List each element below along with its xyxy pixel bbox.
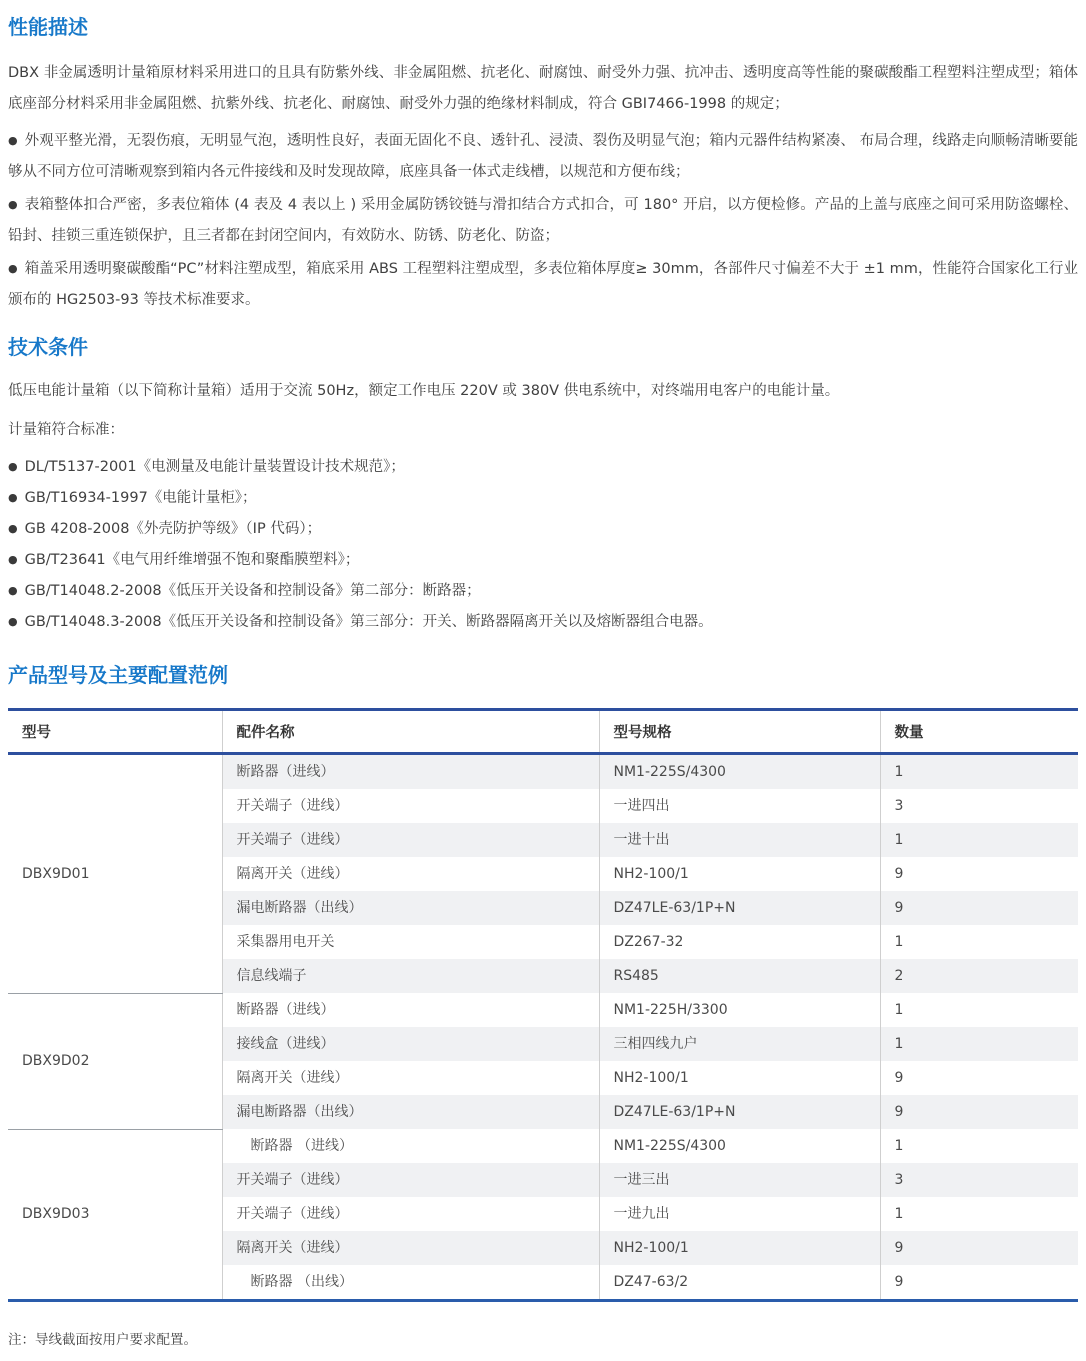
section-title-performance: 性能描述 — [8, 15, 88, 39]
cell-accessory-name: 开关端子（进线） — [222, 1197, 599, 1231]
cell-spec: DZ47LE-63/1P+N — [599, 891, 880, 925]
bullet-icon: ● — [8, 491, 18, 504]
cell-accessory-name: 断路器（进线） — [222, 754, 599, 790]
cell-spec: 一进四出 — [599, 789, 880, 823]
cell-qty: 3 — [880, 789, 1078, 823]
standard-item — [8, 514, 1078, 545]
table-header-qty: 数量 — [880, 710, 1078, 754]
performance-intro: DBX 非金属透明计量箱原材料采用进口的且具有防紫外线、非金属阻燃、抗老化、耐腐蚀、耐受外力强、抗冲击、透明度高等性能的聚碳酸酯工程塑料注塑成型；箱体底座部分材料采用非金属阻燃、抗紫外线、抗老化、耐腐蚀、耐受外力强的绝缘材料制成，符合 GBI7466-1998 的规定； — [8, 65, 1078, 112]
cell-spec: RS485 — [599, 959, 880, 993]
standards-list — [8, 452, 1078, 638]
model-cell: DBX9D01 — [8, 754, 222, 994]
technical-intro: 低压电能计量箱（以下简称计量箱）适用于交流 50Hz，额定工作电压 220V 或 380V 供电系统中，对终端用电客户的电能计量。 — [8, 383, 840, 399]
model-cell: DBX9D02 — [8, 993, 222, 1129]
cell-spec: NH2-100/1 — [599, 857, 880, 891]
bullet-icon: ● — [8, 584, 18, 597]
cell-spec: NM1-225H/3300 — [599, 993, 880, 1027]
performance-bullet-text: 表箱整体扣合严密，多表位箱体 (4 表及 4 表以上 ) 采用金属防锈铰链与滑扣结合方式扣合，可 180° 开启，以方便检修。产品的上盖与底座之间可采用防盗螺栓、铅封、挂锁三重连锁保护，且三者都在封闭空间内，有效防水、防锈、防老化、防盗； — [8, 197, 1078, 244]
table-header-spec: 型号规格 — [599, 710, 880, 754]
standard-text: GB/T23641《电气用纤维增强不饱和聚酯膜塑料》； — [24, 552, 360, 568]
performance-bullet — [8, 254, 1078, 316]
cell-qty: 9 — [880, 1061, 1078, 1095]
cell-accessory-name: 漏电断路器（出线） — [222, 891, 599, 925]
bullet-icon: ● — [8, 460, 18, 473]
table-header-row — [8, 710, 1078, 754]
cell-qty: 9 — [880, 1231, 1078, 1265]
section-title-products: 产品型号及主要配置范例 — [8, 663, 228, 687]
table-header-model: 型号 — [8, 710, 222, 754]
cell-qty: 2 — [880, 959, 1078, 993]
performance-bullet-list — [8, 126, 1078, 316]
standard-item — [8, 452, 1078, 483]
standard-text: GB/T14048.2-2008《低压开关设备和控制设备》第二部分：断路器； — [24, 583, 481, 599]
standard-item — [8, 545, 1078, 576]
config-table — [8, 708, 1078, 1302]
cell-spec: DZ267-32 — [599, 925, 880, 959]
cell-accessory-name: 开关端子（进线） — [222, 823, 599, 857]
cell-qty: 1 — [880, 1197, 1078, 1231]
cell-qty: 1 — [880, 925, 1078, 959]
bullet-icon: ● — [8, 134, 18, 147]
table-row — [8, 754, 1078, 790]
standard-item — [8, 483, 1078, 514]
section-title-technical: 技术条件 — [8, 335, 88, 359]
table-row — [8, 1129, 1078, 1163]
cell-spec: NH2-100/1 — [599, 1061, 880, 1095]
performance-bullet — [8, 126, 1078, 188]
standard-text: GB 4208-2008《外壳防护等级》（IP 代码）； — [24, 521, 322, 537]
standard-text: GB/T14048.3-2008《低压开关设备和控制设备》第三部分：开关、断路器隔离开关以及熔断器组合电器。 — [24, 614, 713, 630]
standard-text: GB/T16934-1997《电能计量柜》； — [24, 490, 257, 506]
cell-accessory-name: 接线盒（进线） — [222, 1027, 599, 1061]
cell-spec: NM1-225S/4300 — [599, 1129, 880, 1163]
cell-accessory-name: 开关端子（进线） — [222, 1163, 599, 1197]
cell-accessory-name: 采集器用电开关 — [222, 925, 599, 959]
performance-bullet — [8, 190, 1078, 252]
standard-text: DL/T5137-2001《电测量及电能计量装置设计技术规范》； — [24, 459, 405, 475]
bullet-icon: ● — [8, 198, 18, 211]
cell-accessory-name: 隔离开关（进线） — [222, 1061, 599, 1095]
cell-qty: 1 — [880, 754, 1078, 790]
cell-accessory-name: 漏电断路器（出线） — [222, 1095, 599, 1129]
section-technical — [8, 332, 1078, 638]
performance-bullet-text: 箱盖采用透明聚碳酸酯“PC”材料注塑成型，箱底采用 ABS 工程塑料注塑成型，多表位箱体厚度≥ 30mm，各部件尺寸偏差不大于 ±1 mm，性能符合国家化工行业颁布的 HG2503-93 等技术标准要求。 — [8, 261, 1078, 308]
cell-qty: 1 — [880, 1129, 1078, 1163]
cell-spec: 一进九出 — [599, 1197, 880, 1231]
bullet-icon: ● — [8, 553, 18, 566]
standard-item — [8, 607, 1078, 638]
model-cell: DBX9D03 — [8, 1129, 222, 1301]
cell-spec: DZ47-63/2 — [599, 1265, 880, 1301]
cell-qty: 9 — [880, 1265, 1078, 1301]
cell-accessory-name: 隔离开关（进线） — [222, 1231, 599, 1265]
cell-qty: 9 — [880, 857, 1078, 891]
section-performance — [8, 12, 1078, 316]
cell-accessory-name: 断路器（进线） — [222, 993, 599, 1027]
cell-accessory-name: 断路器 （出线） — [222, 1265, 599, 1301]
cell-accessory-name: 信息线端子 — [222, 959, 599, 993]
cell-accessory-name: 开关端子（进线） — [222, 789, 599, 823]
cell-accessory-name: 断路器 （进线） — [222, 1129, 599, 1163]
cell-spec: 三相四线九户 — [599, 1027, 880, 1061]
section-products — [8, 660, 1078, 1348]
table-row — [8, 993, 1078, 1027]
cell-spec: DZ47LE-63/1P+N — [599, 1095, 880, 1129]
cell-qty: 9 — [880, 891, 1078, 925]
cell-qty: 9 — [880, 1095, 1078, 1129]
cell-spec: NM1-225S/4300 — [599, 754, 880, 790]
table-header-accessory: 配件名称 — [222, 710, 599, 754]
cell-qty: 1 — [880, 1027, 1078, 1061]
cell-accessory-name: 隔离开关（进线） — [222, 857, 599, 891]
bullet-icon: ● — [8, 615, 18, 628]
standard-item — [8, 576, 1078, 607]
cell-qty: 1 — [880, 993, 1078, 1027]
cell-spec: 一进三出 — [599, 1163, 880, 1197]
standards-label: 计量箱符合标准： — [8, 422, 124, 438]
table-note: 注：导线截面按用户要求配置。 — [8, 1332, 197, 1348]
bullet-icon: ● — [8, 522, 18, 535]
cell-qty: 3 — [880, 1163, 1078, 1197]
cell-qty: 1 — [880, 823, 1078, 857]
cell-spec: 一进十出 — [599, 823, 880, 857]
cell-spec: NH2-100/1 — [599, 1231, 880, 1265]
performance-bullet-text: 外观平整光滑，无裂伤痕，无明显气泡，透明性良好，表面无固化不良、透针孔、浸渍、裂伤及明显气泡；箱内元器件结构紧凑、 布局合理，线路走向顺畅清晰要能够从不同方位可清晰观察到箱内各元件接线和及时发现故障，底座具备一体式走线槽，以规范和方便布线； — [8, 133, 1078, 180]
bullet-icon: ● — [8, 262, 18, 275]
